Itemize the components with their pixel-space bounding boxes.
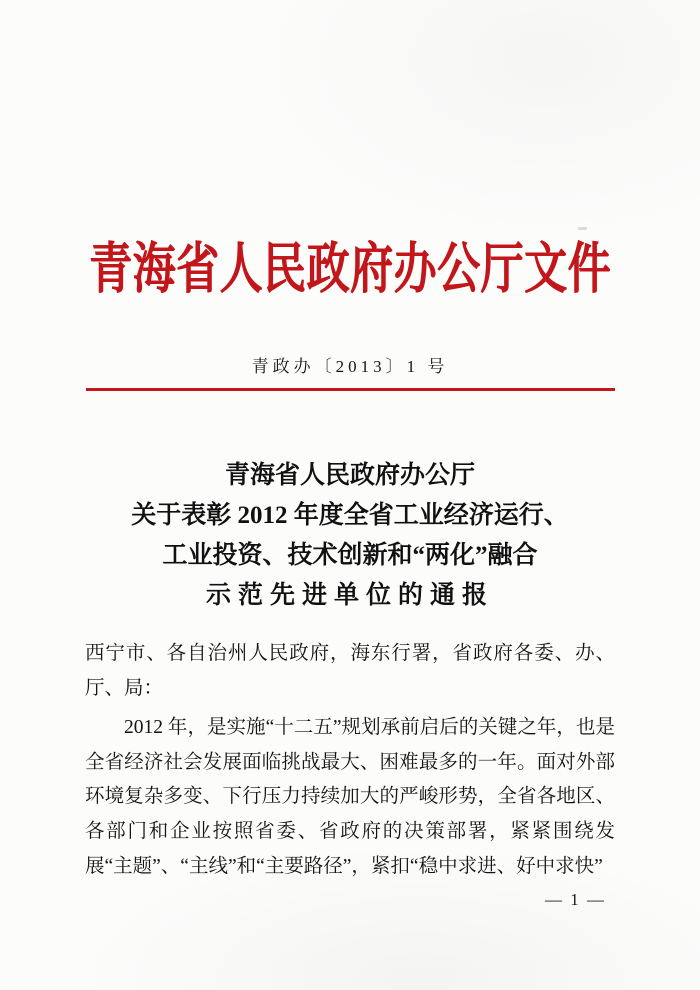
body-paragraph: 2012 年，是实施“十二五”规划承前启后的关键之年，也是全省经济社会发展面临挑战最大、困难最多的一年。面对外部环境复杂多变、下行压力持续加大的严峻形势，全省各地区、各部门和企业按照省委、省政府的决策部署，紧紧围绕发展“主题”、“主线”和“主要路径”，紧扣“稳中求进、好中求快” bbox=[85, 717, 615, 877]
document-number: 青政办〔2013〕1 号 bbox=[251, 357, 449, 376]
title-line-subject-1: 关于表彰 2012 年度全省工业经济运行、 bbox=[131, 502, 569, 529]
page-number: — 1 — bbox=[545, 890, 606, 909]
red-separator-line bbox=[86, 388, 615, 391]
title-line-issuer: 青海省人民政府办公厅 bbox=[224, 462, 475, 489]
document-body bbox=[85, 637, 615, 884]
letterhead-banner: 青海省人民政府办公厅文件 bbox=[89, 240, 611, 301]
title-line-subject-3: 示范先进单位的通报 bbox=[205, 582, 494, 609]
document-title bbox=[50, 456, 650, 616]
title-line-subject-2: 工业投资、技术创新和“两化”融合 bbox=[162, 542, 538, 569]
salutation-line: 西宁市、各自治州人民政府，海东行署，省政府各委、办、厅、局： bbox=[85, 643, 615, 699]
